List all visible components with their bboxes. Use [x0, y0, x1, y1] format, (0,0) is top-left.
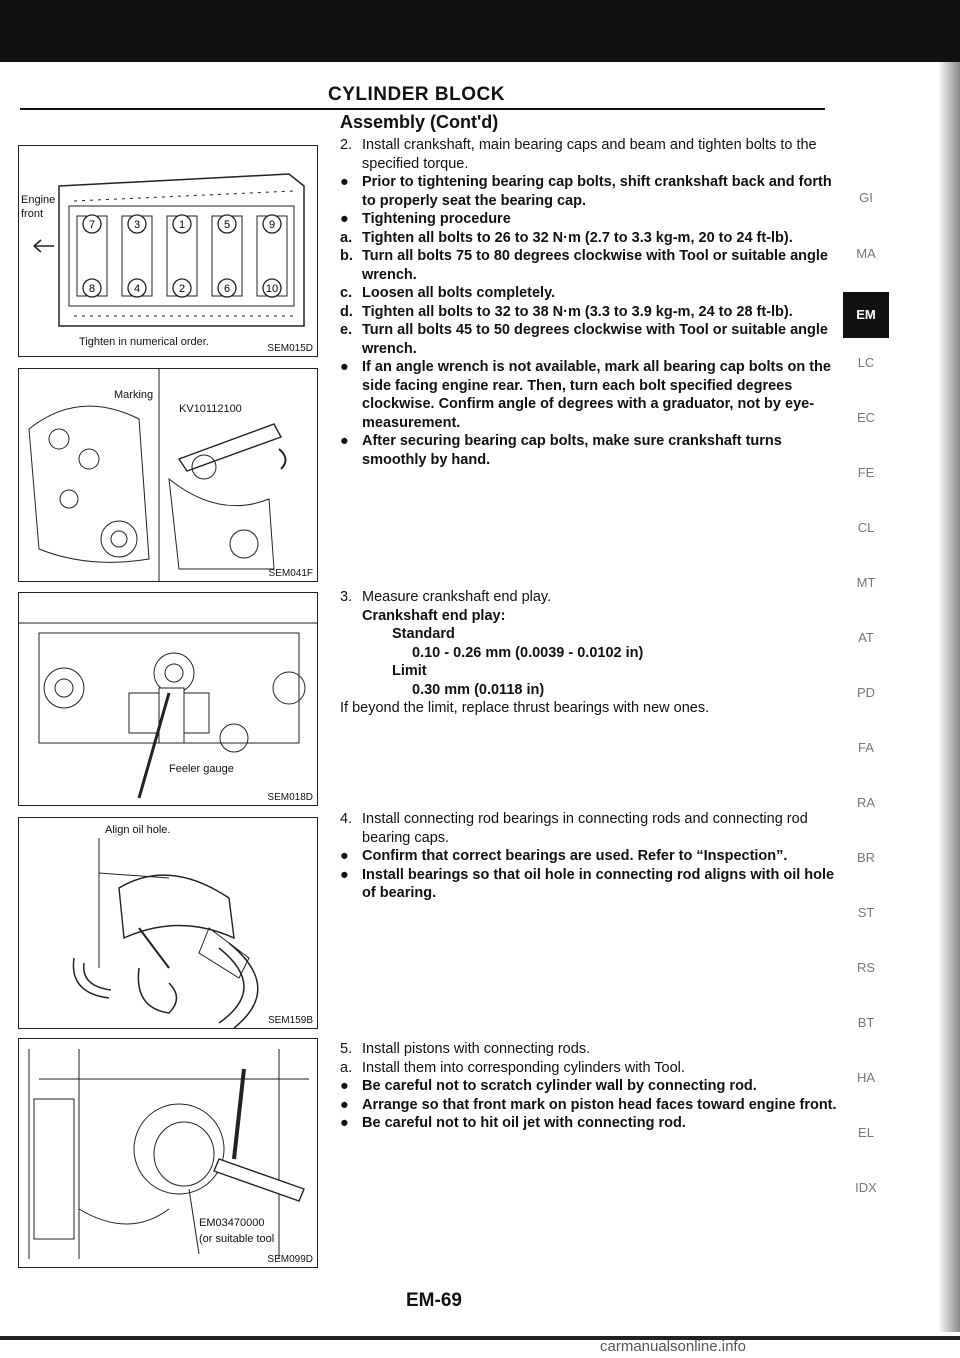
tab-at[interactable]: AT: [858, 630, 874, 645]
tab-fe[interactable]: FE: [857, 465, 875, 480]
step-2: [340, 136, 840, 469]
page-number: EM-69: [406, 1290, 462, 1311]
step-text: Measure crankshaft end play.: [362, 589, 552, 605]
standard-label: Standard: [392, 626, 455, 642]
step-note: If beyond the limit, replace thrust bearings with new ones.: [340, 700, 710, 716]
substep-text: Turn all bolts 75 to 80 degrees clockwise with Tool or suitable angle wrench.: [362, 248, 828, 283]
substep-letter: d.: [340, 303, 353, 320]
figure-code: SEM015D: [267, 343, 313, 354]
bolt-number-8: 8: [88, 283, 96, 295]
figure-rod-bearings: [18, 817, 318, 1029]
watermark-text: carmanualsonline.info: [600, 1338, 746, 1355]
substep-text: Tighten all bolts to 32 to 38 N·m (3.3 to 3.9 kg-m, 24 to 28 ft-lb).: [362, 303, 793, 320]
step-4: [340, 810, 840, 903]
step-number: 2.: [340, 137, 353, 153]
note-text: After securing bearing cap bolts, make sure crankshaft turns smoothly by hand.: [362, 433, 782, 468]
engine-block-top-view-drawing: [19, 146, 317, 356]
figure-feeler-gauge: [18, 592, 318, 806]
limit-label: Limit: [392, 663, 427, 679]
limit-value: 0.30 mm (0.0118 in): [412, 681, 545, 698]
step-number: 5.: [340, 1041, 353, 1057]
crankshaft-end-play-drawing: [19, 593, 317, 805]
note-text: Tightening procedure: [362, 211, 511, 227]
bullet-icon: ●: [340, 174, 349, 190]
feeler-gauge-label: Feeler gauge: [169, 763, 234, 775]
bolt-number-10: 10: [265, 283, 279, 295]
tab-bt[interactable]: BT: [857, 1015, 875, 1030]
tab-pd[interactable]: PD: [856, 685, 876, 700]
bullet-icon: ●: [340, 211, 349, 227]
note-text: Arrange so that front mark on piston head faces toward engine front.: [362, 1096, 837, 1113]
substep-letter: a.: [340, 1059, 353, 1076]
figure-piston-install: [18, 1038, 318, 1268]
bolt-number-4: 4: [133, 283, 141, 295]
tab-el[interactable]: EL: [858, 1125, 874, 1140]
bullet-icon: ●: [340, 1096, 349, 1113]
tab-lc[interactable]: LC: [857, 355, 875, 370]
engine-label: Engine: [21, 194, 56, 206]
step-number: 4.: [340, 811, 353, 827]
figure-bolt-order: [18, 145, 318, 357]
bullet-icon: ●: [340, 433, 349, 449]
bullet-icon: ●: [340, 866, 349, 883]
tab-ha[interactable]: HA: [856, 1070, 876, 1085]
section-title: Assembly (Cont'd): [340, 112, 499, 132]
align-oil-hole-label: Align oil hole.: [105, 824, 171, 836]
bolt-number-9: 9: [268, 219, 276, 231]
tab-ma[interactable]: MA: [856, 246, 876, 261]
note-text: Confirm that correct bearings are used. Refer to “Inspection”.: [362, 848, 788, 864]
substep-text: Install them into corresponding cylinders with Tool.: [362, 1059, 685, 1076]
tab-ec[interactable]: EC: [856, 410, 876, 425]
tab-em[interactable]: EM: [843, 292, 889, 338]
bolt-number-3: 3: [133, 219, 141, 231]
bullet-icon: ●: [340, 1115, 349, 1131]
front-label: front: [21, 208, 44, 220]
page-title: CYLINDER BLOCK: [328, 84, 505, 105]
step-number: 3.: [340, 589, 353, 605]
tab-cl[interactable]: CL: [857, 520, 875, 535]
step-text: Install pistons with connecting rods.: [362, 1041, 591, 1057]
substep-text: Turn all bolts 45 to 50 degrees clockwise with Tool or suitable angle wrench.: [362, 322, 828, 357]
connecting-rod-bearing-drawing: [19, 818, 317, 1028]
tab-gi[interactable]: GI: [859, 190, 873, 205]
tool-number-label: EM03470000: [199, 1217, 265, 1229]
note-text: Prior to tightening bearing cap bolts, shift crankshaft back and forth to properly seat the bearing cap.: [362, 174, 832, 209]
bolt-number-6: 6: [223, 283, 231, 295]
substep-text: Tighten all bolts to 26 to 32 N·m (2.7 to 3.3 kg-m, 20 to 24 ft-lb).: [362, 229, 793, 246]
figure-angle-wrench: [18, 368, 318, 582]
note-text: Install bearings so that oil hole in connecting rod aligns with oil hole of bearing.: [362, 866, 835, 901]
standard-value: 0.10 - 0.26 mm (0.0039 - 0.0102 in): [412, 644, 644, 661]
figure-caption: Tighten in numerical order.: [79, 336, 209, 348]
step-text: Install connecting rod bearings in connecting rods and connecting rod bearing caps.: [362, 811, 808, 846]
figure-code: SEM018D: [267, 792, 313, 803]
bolt-number-2: 2: [178, 283, 186, 295]
top-bar: [0, 0, 960, 62]
bullet-icon: ●: [340, 359, 349, 375]
angle-wrench-drawing: [19, 369, 317, 581]
tab-idx[interactable]: IDX: [855, 1180, 877, 1195]
substep-letter: a.: [340, 229, 353, 246]
figure-code: SEM041F: [268, 568, 313, 579]
bullet-icon: ●: [340, 848, 349, 864]
marking-label: Marking: [114, 389, 154, 401]
substep-letter: b.: [340, 248, 353, 264]
substep-letter: c.: [340, 285, 353, 301]
step-text: Install crankshaft, main bearing caps and beam and tighten bolts to the specified torque.: [362, 137, 817, 172]
tool-alternative-label: (or suitable tool: [199, 1233, 275, 1245]
bolt-number-7: 7: [88, 219, 96, 231]
substep-letter: e.: [340, 322, 353, 338]
step-5: [340, 1040, 840, 1133]
tab-st[interactable]: ST: [857, 905, 875, 920]
substep-text: Loosen all bolts completely.: [362, 285, 556, 301]
bottom-rule: [0, 1336, 960, 1340]
step-3: [340, 588, 840, 718]
note-text: Be careful not to scratch cylinder wall by connecting rod.: [362, 1078, 757, 1094]
header-rule: [20, 108, 825, 110]
page-edge-shadow: [938, 62, 960, 1332]
bolt-number-5: 5: [223, 219, 231, 231]
tab-mt[interactable]: MT: [856, 575, 876, 590]
figure-code: SEM159B: [267, 1015, 313, 1026]
spec-label: Crankshaft end play:: [362, 607, 506, 624]
bolt-number-1: 1: [178, 219, 186, 231]
tab-rs[interactable]: RS: [856, 960, 876, 975]
bullet-icon: ●: [340, 1078, 349, 1094]
figure-code: SEM099D: [267, 1254, 313, 1265]
tool-label: KV10112100: [179, 403, 242, 415]
tab-br[interactable]: BR: [856, 850, 876, 865]
tab-fa[interactable]: FA: [858, 740, 874, 755]
tab-ra[interactable]: RA: [856, 795, 876, 810]
note-text: If an angle wrench is not available, mark all bearing cap bolts on the side facing engine rear. Then, turn each bolt specified degrees clockwise. Confirm angle of degrees with a graduator, not by eye-measurement.: [362, 359, 831, 431]
note-text: Be careful not to hit oil jet with connecting rod.: [362, 1115, 686, 1131]
